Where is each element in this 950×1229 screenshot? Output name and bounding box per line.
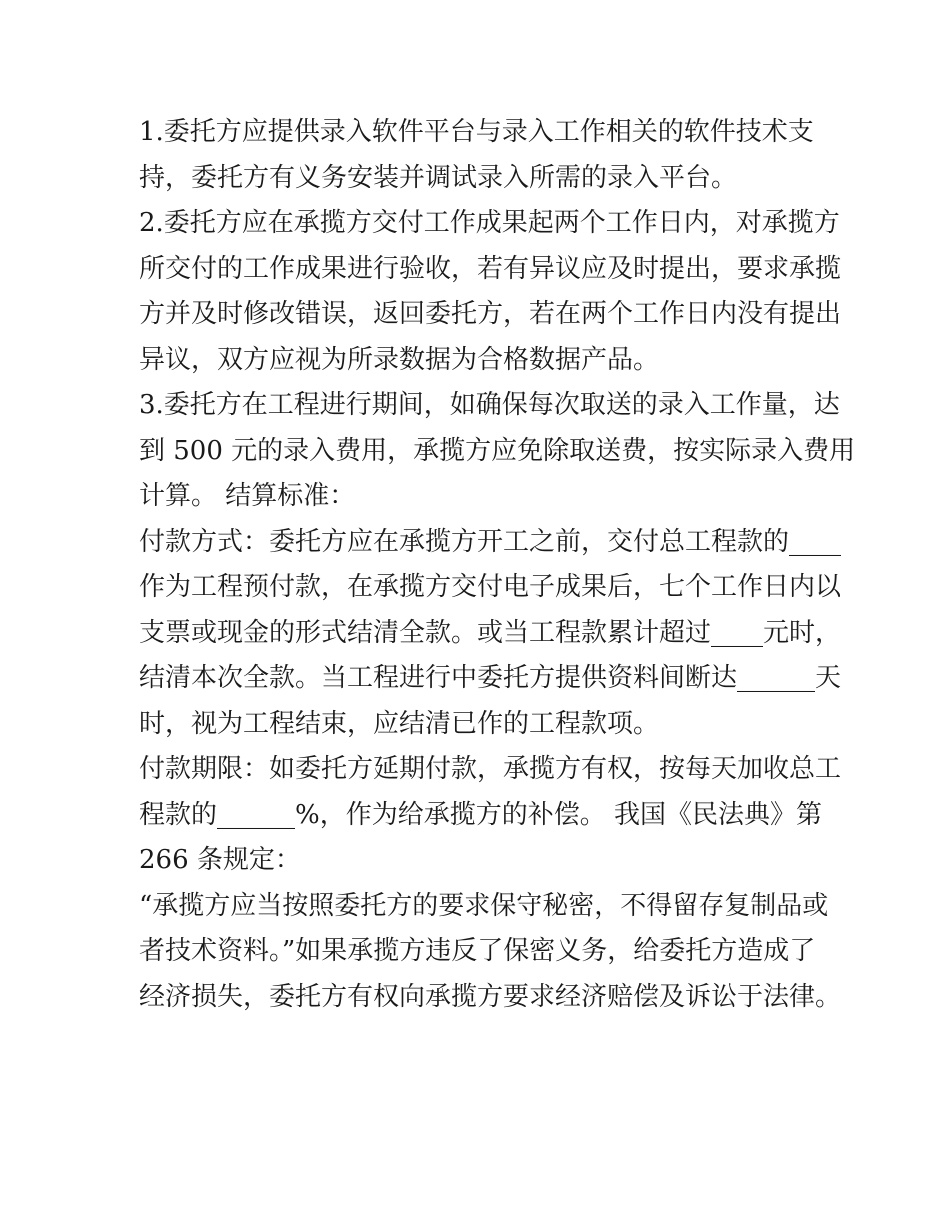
text-line: 结清本次全款。当工程进行中委托方提供资料间断达______天: [139, 663, 842, 693]
text-line: 持，委托方有义务安装并调试录入所需的录入平台。: [139, 162, 738, 193]
document-body: [139, 110, 856, 1020]
text-line: 经济损失，委托方有权向承揽方要求经济赔偿及诉讼于法律。: [139, 981, 842, 1012]
text-line: 异议，双方应视为所录数据为合格数据产品。: [139, 344, 660, 375]
text-line: 到 500 元的录入费用，承揽方应免除取送费，按实际录入费用: [139, 435, 856, 466]
text-line: 时，视为工程结束，应结清已作的工程款项。: [139, 708, 660, 739]
text-line: 支票或现金的形式结清全款。或当工程款累计超过____元时，: [139, 617, 842, 648]
text-line: 付款方式：委托方应在承揽方开工之前，交付总工程款的____: [139, 526, 842, 557]
text-line: 3.委托方在工程进行期间，如确保每次取送的录入工作量，达: [139, 390, 840, 420]
text-line: 程款的______%，作为给承揽方的补偿。 我国《民法典》第: [139, 799, 822, 830]
text-line: 方并及时修改错误，返回委托方，若在两个工作日内没有提出: [139, 299, 842, 329]
text-line: 1.委托方应提供录入软件平台与录入工作相关的软件技术支: [139, 117, 814, 147]
text-line: 作为工程预付款，在承揽方交付电子成果后，七个工作日内以: [139, 572, 842, 602]
text-line: 266 条规定：: [139, 845, 301, 875]
text-line: 2.委托方应在承揽方交付工作成果起两个工作日内，对承揽方: [139, 208, 840, 238]
text-line: 付款期限：如委托方延期付款，承揽方有权，按每天加收总工: [139, 754, 842, 784]
text-line: 所交付的工作成果进行验收，若有异议应及时提出，要求承揽: [139, 253, 842, 284]
text-line: “承揽方应当按照委托方的要求保守秘密，不得留存复制品或: [139, 890, 829, 921]
text-line: 计算。 结算标准：: [139, 481, 356, 511]
text-line: 者技术资料。”如果承揽方违反了保密义务，给委托方造成了: [139, 936, 816, 966]
